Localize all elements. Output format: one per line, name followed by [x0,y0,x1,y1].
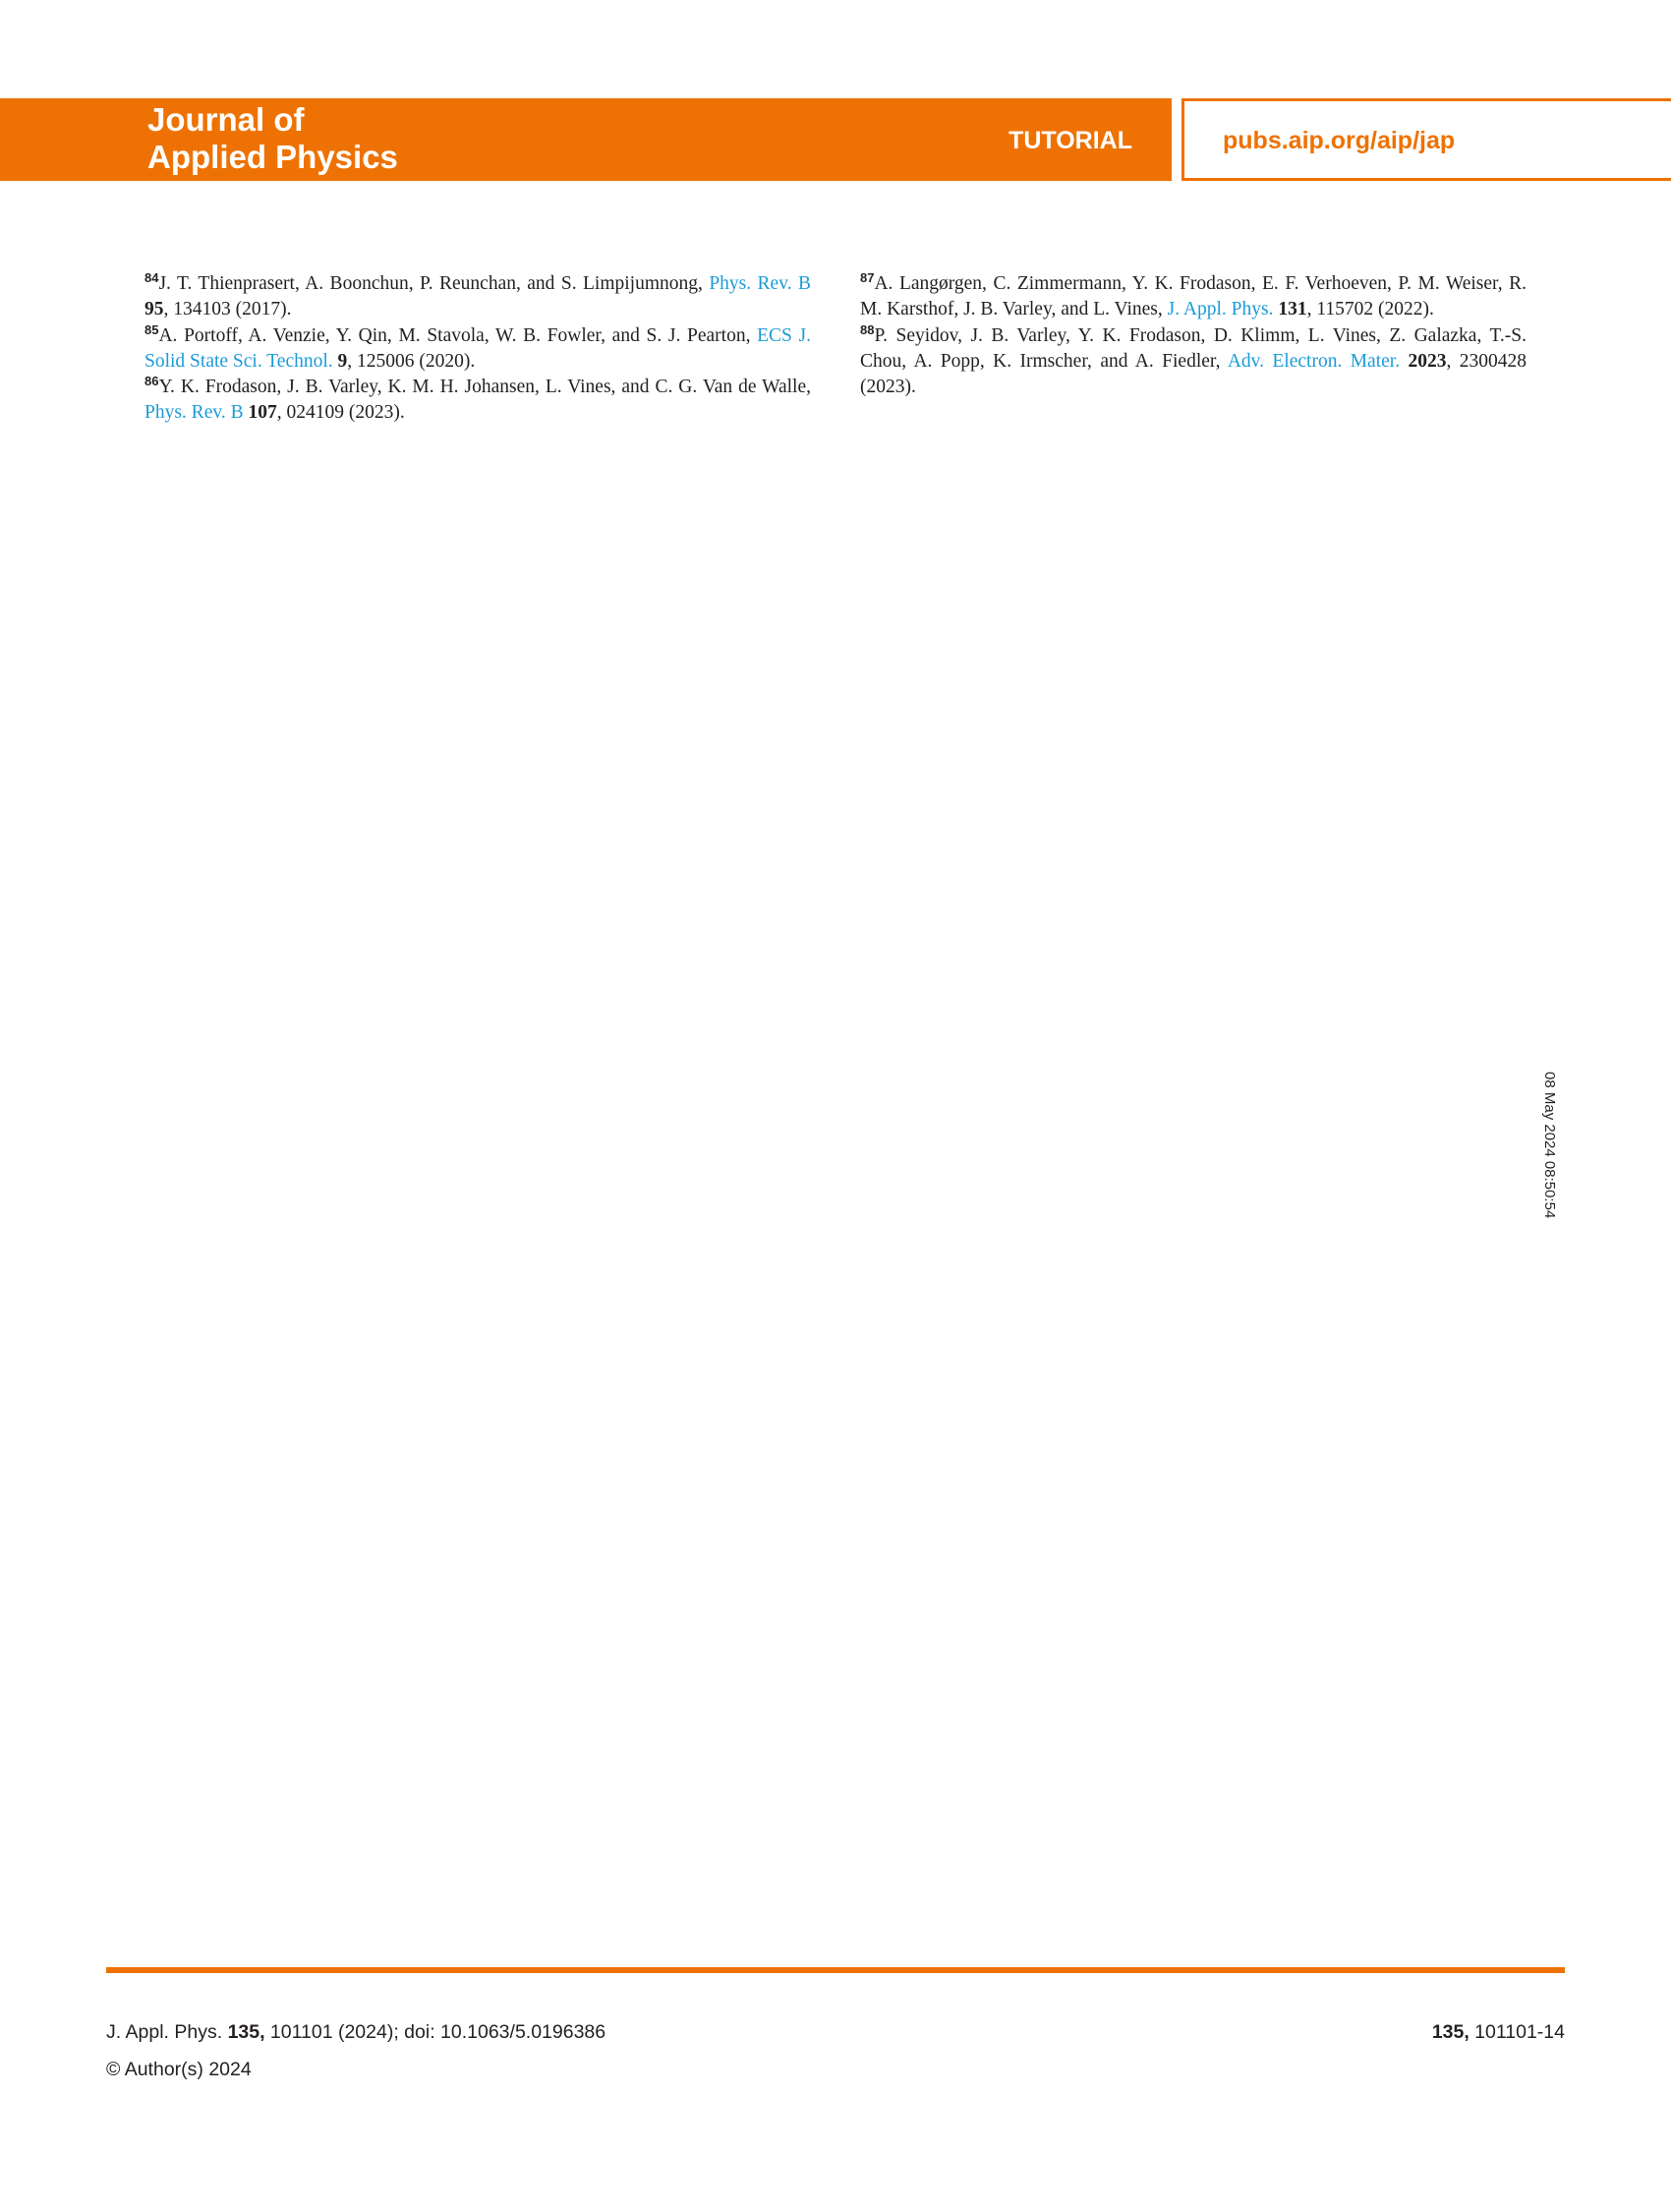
reference-86 [144,375,811,427]
reference-column-left [144,271,811,427]
reference-number: 84 [144,270,159,285]
footer-citation-volume: 135, [227,2021,265,2043]
reference-85 [144,323,811,376]
reference-number: 86 [144,374,159,389]
reference-column-right [860,271,1527,400]
journal-title-line2: Applied Physics [147,139,398,175]
footer-page-id: 101101-14 [1469,2021,1565,2043]
reference-volume: 9 [337,350,348,372]
reference-volume: 107 [248,402,277,424]
footer-citation [106,2020,991,2044]
footer-page-number [1270,2020,1565,2044]
download-timestamp-text: 08 May 2024 08:50:54 [1541,1072,1558,1219]
footer-citation-prefix: J. Appl. Phys. [106,2021,228,2043]
reference-pages-year: , 2300428 (2023). [860,350,1527,398]
reference-88 [860,323,1527,401]
footer-copyright: © Author(s) 2024 [106,2059,252,2080]
reference-pages-year: , 134103 (2017). [163,299,292,320]
reference-pages-year: , 125006 (2020). [347,350,476,372]
footer-page-volume: 135, [1431,2021,1469,2043]
section-label: TUTORIAL [1008,127,1132,154]
reference-87 [860,271,1527,323]
reference-journal-link[interactable]: ECS J. Solid State Sci. Technol. [144,324,811,372]
footer-citation-doi[interactable]: 101101 (2024); doi: 10.1063/5.0196386 [264,2021,606,2043]
reference-authors: A. Portoff, A. Venzie, Y. Qin, M. Stavola, W. B. Fowler, and S. J. Pearton, [158,324,758,346]
reference-number: 85 [144,321,159,337]
reference-pages-year: , 024109 (2023). [276,402,405,424]
reference-volume: 2023 [1408,350,1447,372]
reference-journal-link[interactable]: Adv. Electron. Mater. [1227,350,1401,372]
reference-authors: J. T. Thienprasert, A. Boonchun, P. Reunchan, and S. Limpijumnong, [158,273,710,294]
reference-volume: 131 [1278,299,1307,320]
reference-journal-link[interactable]: J. Appl. Phys. [1167,299,1274,320]
reference-84 [144,271,811,323]
reference-journal-link[interactable]: Phys. Rev. B [709,273,811,294]
journal-title-line1: Journal of [147,101,305,138]
reference-pages-year: , 115702 (2022). [1306,299,1434,320]
reference-authors: Y. K. Frodason, J. B. Varley, K. M. H. Johansen, L. Vines, and C. G. Van de Walle, [158,377,811,398]
journal-url-link[interactable]: pubs.aip.org/aip/jap [1223,127,1456,154]
journal-title[interactable] [147,101,541,176]
reference-authors: A. Langørgen, C. Zimmermann, Y. K. Frodason, E. F. Verhoeven, P. M. Weiser, R. M. Karsthof, J. B. Varley, and L. Vines, [860,273,1527,320]
reference-authors: P. Seyidov, J. B. Varley, Y. K. Frodason, D. Klimm, L. Vines, Z. Galazka, T.-S. Chou, A. Popp, K. Irmscher, and A. Fiedler, [860,324,1527,372]
reference-journal-link[interactable]: Phys. Rev. B [144,402,244,424]
reference-number: 88 [860,321,875,337]
reference-number: 87 [860,270,875,285]
download-timestamp [1541,1072,1570,1239]
reference-volume: 95 [144,299,164,320]
footer-rule [106,1967,1565,1973]
